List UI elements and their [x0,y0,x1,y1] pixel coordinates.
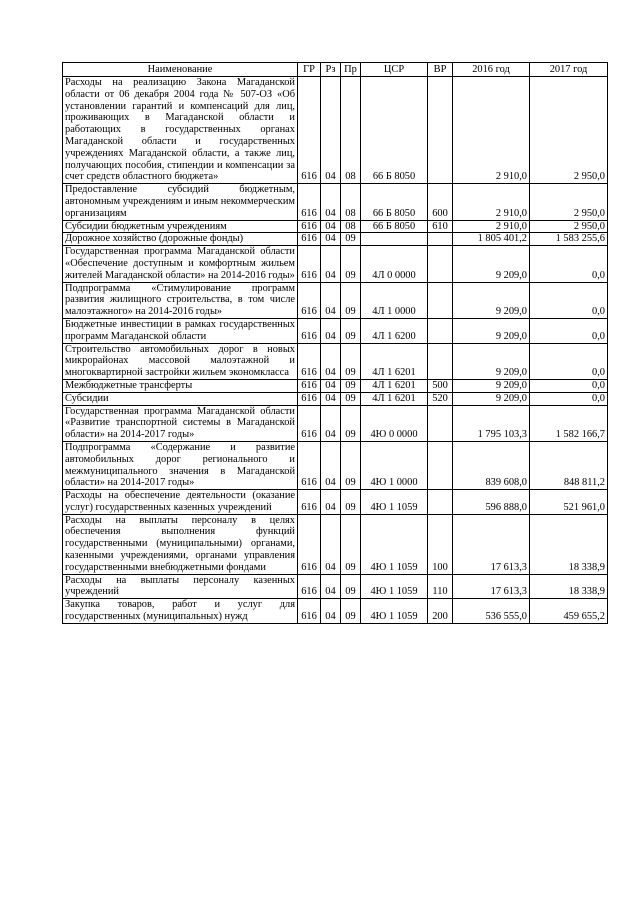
row-gr: 616 [298,220,321,233]
row-name: Государственная программа Магаданской области «Обеспечение доступным и комфортным жильем жителей Магаданской области» на 2014-2016 годы» [63,246,298,282]
row-gr: 616 [298,343,321,379]
row-csr: 4Ю 0 0000 [361,405,428,441]
table-row [63,599,608,624]
table-row [63,220,608,233]
row-gr: 616 [298,392,321,405]
table-row [63,574,608,599]
row-2017: 0,0 [530,246,608,282]
row-2017: 1 583 255,6 [530,233,608,246]
row-pr: 09 [341,405,361,441]
row-pr: 09 [341,441,361,489]
row-name: Государственная программа Магаданской области «Развитие транспортной системы в Магаданской области» на 2014-2017 годы» [63,405,298,441]
row-pr: 09 [341,233,361,246]
row-vr [428,233,453,246]
table-row [63,184,608,220]
row-2016: 1 795 103,3 [453,405,530,441]
row-name: Расходы на выплаты персоналу казенных учреждений [63,574,298,599]
row-name: Субсидии бюджетным учреждениям [63,220,298,233]
row-csr: 4Л 0 0000 [361,246,428,282]
row-rz: 04 [321,392,341,405]
row-2016: 536 555,0 [453,599,530,624]
row-name: Дорожное хозяйство (дорожные фонды) [63,233,298,246]
row-gr: 616 [298,405,321,441]
row-2016: 9 209,0 [453,282,530,318]
header-2016: 2016 год [453,63,530,77]
row-csr: 4Ю 1 1059 [361,514,428,574]
row-csr: 4Ю 1 1059 [361,599,428,624]
row-csr: 4Л 1 6201 [361,392,428,405]
row-rz: 04 [321,318,341,343]
row-rz: 04 [321,379,341,392]
row-2016: 17 613,3 [453,514,530,574]
row-2016: 839 608,0 [453,441,530,489]
row-vr: 110 [428,574,453,599]
row-name: Закупка товаров, работ и услуг для государственных (муниципальных) нужд [63,599,298,624]
table-row [63,490,608,515]
row-rz: 04 [321,282,341,318]
row-pr: 09 [341,392,361,405]
row-csr: 4Л 1 6201 [361,343,428,379]
row-rz: 04 [321,514,341,574]
row-2017: 0,0 [530,318,608,343]
row-2017: 18 338,9 [530,514,608,574]
header-pr: Пр [341,63,361,77]
row-csr: 4Ю 1 0000 [361,441,428,489]
row-pr: 09 [341,599,361,624]
row-2017: 18 338,9 [530,574,608,599]
table-row [63,282,608,318]
header-rz: Рз [321,63,341,77]
row-2016: 9 209,0 [453,246,530,282]
row-name: Расходы на реализацию Закона Магаданской области от 06 декабря 2004 года № 507-ОЗ «Об установлении гарантий и компенсаций для лиц, проживающих в Магаданской области и работающих в государственных органах Магаданской области и государственных учреждениях Магаданской области, а также лиц, получающих пособия, стипендии и компенсации за счет средств областного бюджета» [63,77,298,184]
row-name: Подпрограмма «Содержание и развитие автомобильных дорог регионального и межмуниципального значения в Магаданской области» на 2014-2017 годы» [63,441,298,489]
row-2017: 0,0 [530,343,608,379]
row-vr [428,405,453,441]
row-csr: 4Ю 1 1059 [361,574,428,599]
row-pr: 09 [341,490,361,515]
row-rz: 04 [321,184,341,220]
row-gr: 616 [298,77,321,184]
row-2016: 17 613,3 [453,574,530,599]
row-rz: 04 [321,246,341,282]
budget-table-page [62,62,608,624]
row-pr: 09 [341,246,361,282]
row-vr [428,441,453,489]
row-2017: 0,0 [530,379,608,392]
row-pr: 09 [341,343,361,379]
row-2016: 2 910,0 [453,184,530,220]
header-2017: 2017 год [530,63,608,77]
row-gr: 616 [298,233,321,246]
row-gr: 616 [298,379,321,392]
row-csr: 4Ю 1 1059 [361,490,428,515]
budget-table [62,62,608,624]
row-gr: 616 [298,514,321,574]
row-pr: 08 [341,220,361,233]
row-2016: 9 209,0 [453,318,530,343]
row-csr: 4Л 1 6201 [361,379,428,392]
row-rz: 04 [321,441,341,489]
row-2016: 2 910,0 [453,77,530,184]
row-name: Бюджетные инвестиции в рамках государственных программ Магаданской области [63,318,298,343]
row-2016: 9 209,0 [453,379,530,392]
row-rz: 04 [321,405,341,441]
row-pr: 08 [341,184,361,220]
row-rz: 04 [321,574,341,599]
row-name: Подпрограмма «Стимулирование программ развития жилищного строительства, в том числе малоэтажного» на 2014-2016 годы» [63,282,298,318]
row-rz: 04 [321,490,341,515]
row-vr: 610 [428,220,453,233]
table-row [63,343,608,379]
row-2016: 2 910,0 [453,220,530,233]
row-2017: 2 950,0 [530,220,608,233]
row-pr: 09 [341,574,361,599]
row-gr: 616 [298,599,321,624]
table-row [63,405,608,441]
table-row [63,318,608,343]
row-vr [428,318,453,343]
row-2016: 9 209,0 [453,343,530,379]
row-vr [428,77,453,184]
row-2016: 596 888,0 [453,490,530,515]
row-csr: 4Л 1 0000 [361,282,428,318]
row-csr: 66 Б 8050 [361,184,428,220]
row-gr: 616 [298,441,321,489]
row-2017: 0,0 [530,392,608,405]
table-row [63,392,608,405]
row-2017: 2 950,0 [530,184,608,220]
row-pr: 09 [341,514,361,574]
header-csr: ЦСР [361,63,428,77]
row-gr: 616 [298,184,321,220]
row-rz: 04 [321,599,341,624]
row-2017: 1 582 166,7 [530,405,608,441]
row-name: Субсидии [63,392,298,405]
table-row [63,246,608,282]
row-vr [428,282,453,318]
row-2016: 9 209,0 [453,392,530,405]
row-name: Строительство автомобильных дорог в новых микрорайонах массовой малоэтажной и многоквартирной застройки жильем экономкласса [63,343,298,379]
row-vr [428,490,453,515]
header-name: Наименование [63,63,298,77]
row-gr: 616 [298,246,321,282]
row-name: Межбюджетные трансферты [63,379,298,392]
row-rz: 04 [321,233,341,246]
table-row [63,233,608,246]
row-2016: 1 805 401,2 [453,233,530,246]
row-pr: 09 [341,318,361,343]
row-name: Предоставление субсидий бюджетным, автономным учреждениям и иным некоммерческим организациям [63,184,298,220]
header-vr: ВР [428,63,453,77]
table-header-row [63,63,608,77]
row-gr: 616 [298,318,321,343]
row-vr [428,343,453,379]
row-pr: 08 [341,77,361,184]
row-2017: 2 950,0 [530,77,608,184]
row-rz: 04 [321,343,341,379]
row-vr: 520 [428,392,453,405]
row-2017: 521 961,0 [530,490,608,515]
row-csr: 4Л 1 6200 [361,318,428,343]
row-pr: 09 [341,282,361,318]
row-vr: 200 [428,599,453,624]
row-csr: 66 Б 8050 [361,77,428,184]
row-vr: 500 [428,379,453,392]
row-pr: 09 [341,379,361,392]
row-csr [361,233,428,246]
table-row [63,379,608,392]
row-gr: 616 [298,574,321,599]
row-2017: 0,0 [530,282,608,318]
row-name: Расходы на обеспечение деятельности (оказание услуг) государственных казенных учреждений [63,490,298,515]
table-row [63,441,608,489]
row-vr: 600 [428,184,453,220]
row-csr: 66 Б 8050 [361,220,428,233]
row-gr: 616 [298,282,321,318]
row-2017: 459 655,2 [530,599,608,624]
row-2017: 848 811,2 [530,441,608,489]
table-row [63,514,608,574]
row-vr [428,246,453,282]
row-rz: 04 [321,77,341,184]
row-name: Расходы на выплаты персоналу в целях обеспечения выполнения функций государственными (муниципальными) органами, казенными учреждениями, органами управления государственными внебюджетными фондами [63,514,298,574]
row-vr: 100 [428,514,453,574]
row-gr: 616 [298,490,321,515]
row-rz: 04 [321,220,341,233]
table-row [63,77,608,184]
header-gr: ГР [298,63,321,77]
